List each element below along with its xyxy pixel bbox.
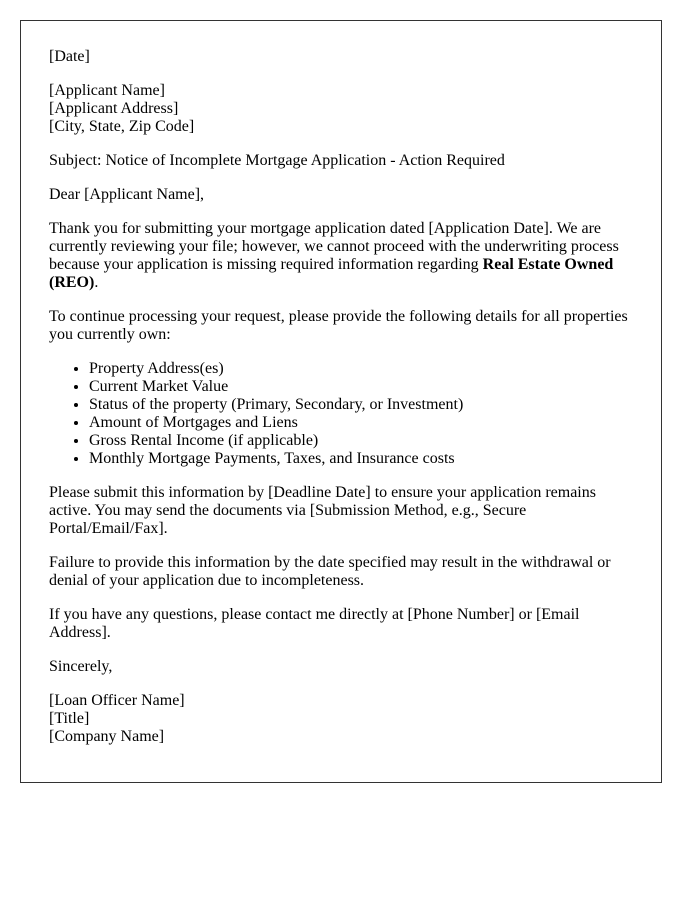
salutation: Dear [Applicant Name], [49,186,205,203]
recipient-block [49,82,633,136]
list-item: • Amount of Mortgages and Liens [89,414,633,432]
signature-name: [Loan Officer Name] [49,692,185,709]
list-item: • Status of the property (Primary, Secondary, or Investment) [89,396,633,414]
warning-paragraph: Failure to provide this information by the date specified may result in the withdrawal or denial of your application due to incompleteness. [49,554,611,589]
closing: Sincerely, [49,658,113,675]
date: [Date] [49,48,90,65]
list-item: • Monthly Mortgage Payments, Taxes, and Insurance costs [89,450,633,468]
request-paragraph: To continue processing your request, please provide the following details for all properties you currently own: [49,308,628,343]
list-item: • Property Address(es) [89,360,633,378]
intro-text: Thank you for submitting your mortgage application dated [Application Date]. We are currently reviewing your file; however, we cannot proceed with the underwriting process because your application is missing required information regarding [49,220,619,273]
letter [20,20,662,783]
list-item: • Gross Rental Income (if applicable) [89,432,633,450]
subject-line: Subject: Notice of Incomplete Mortgage Application - Action Required [49,152,505,169]
signature-block [49,692,633,746]
intro-end: . [94,274,99,291]
recipient-city: [City, State, Zip Code] [49,118,195,135]
deadline-paragraph: Please submit this information by [Deadline Date] to ensure your application remains active. You may send the documents via [Submission Method, e.g., Secure Portal/Email/Fax]. [49,484,596,537]
recipient-name: [Applicant Name] [49,82,165,99]
reo-emphasis: Real Estate Owned (REO) [49,256,614,291]
signature-title: [Title] [49,710,90,727]
contact-paragraph: If you have any questions, please contact me directly at [Phone Number] or [Email Address]. [49,606,580,641]
required-details-list [49,360,633,468]
list-item: • Current Market Value [89,378,633,396]
intro-paragraph [49,220,633,292]
signature-company: [Company Name] [49,728,165,745]
recipient-address: [Applicant Address] [49,100,179,117]
